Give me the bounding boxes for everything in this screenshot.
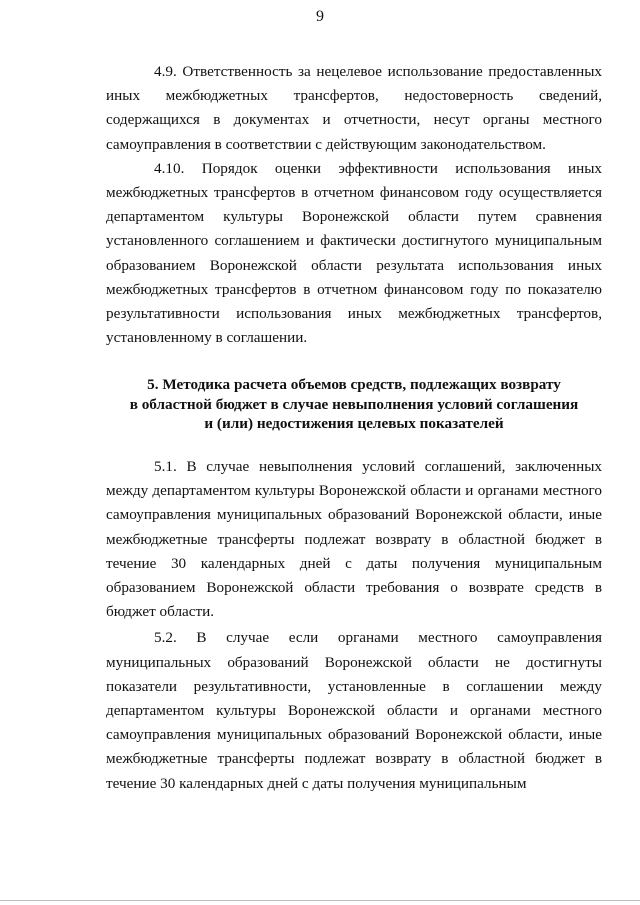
section-heading-line: в областной бюджет в случае невыполнения условий соглашения xyxy=(129,395,579,413)
section-5-heading xyxy=(106,375,602,434)
document-body xyxy=(106,60,602,796)
paragraph-4-10: 4.10. Порядок оценки эффективности использования иных межбюджетных трансфертов в отчетном финансовом году осуществляется департаментом культуры Воронежской области путем сравнения установленного соглашением и фактически достигнутого муниципальным образованием Воронежской области результата использования иных межбюджетных трансфертов в отчетном финансовом году по показателю результативности использования иных межбюджетных трансфертов, установленному в соглашении. xyxy=(106,159,602,347)
page-number: 9 xyxy=(316,8,324,25)
section-heading-line: и (или) недостижения целевых показателей xyxy=(204,415,504,433)
section-heading-line: 5. Методика расчета объемов средств, подлежащих возврату xyxy=(147,376,561,394)
paragraph-5-2: 5.2. В случае если органами местного самоуправления муниципальных образований Воронежской области не достигнуты показатели результативности, установленные в соглашении между департаментом культуры Воронежской области и органами местного самоуправления муниципальных образований Воронежской области, иные межбюджетные трансферты подлежат возврату в областной бюджет в течение 30 календарных дней с даты получения муниципальным xyxy=(106,629,602,792)
paragraph-4-9: 4.9. Ответственность за нецелевое использование предоставленных иных межбюджетных трансфертов, недостоверность сведений, содержащихся в документах и отчетности, несут органы местного самоуправления в соответствии с действующим законодательством. xyxy=(106,63,602,153)
paragraph-5-1: 5.1. В случае невыполнения условий соглашений, заключенных между департаментом культуры Воронежской области и органами местного самоуправления муниципальных образований Воронежской области, иные межбюджетные трансферты подлежат возврату в областной бюджет в течение 30 календарных дней с даты получения муниципальным образованием Воронежской области требования о возврате средств в бюджет области. xyxy=(106,457,602,621)
bottom-divider xyxy=(0,900,640,901)
